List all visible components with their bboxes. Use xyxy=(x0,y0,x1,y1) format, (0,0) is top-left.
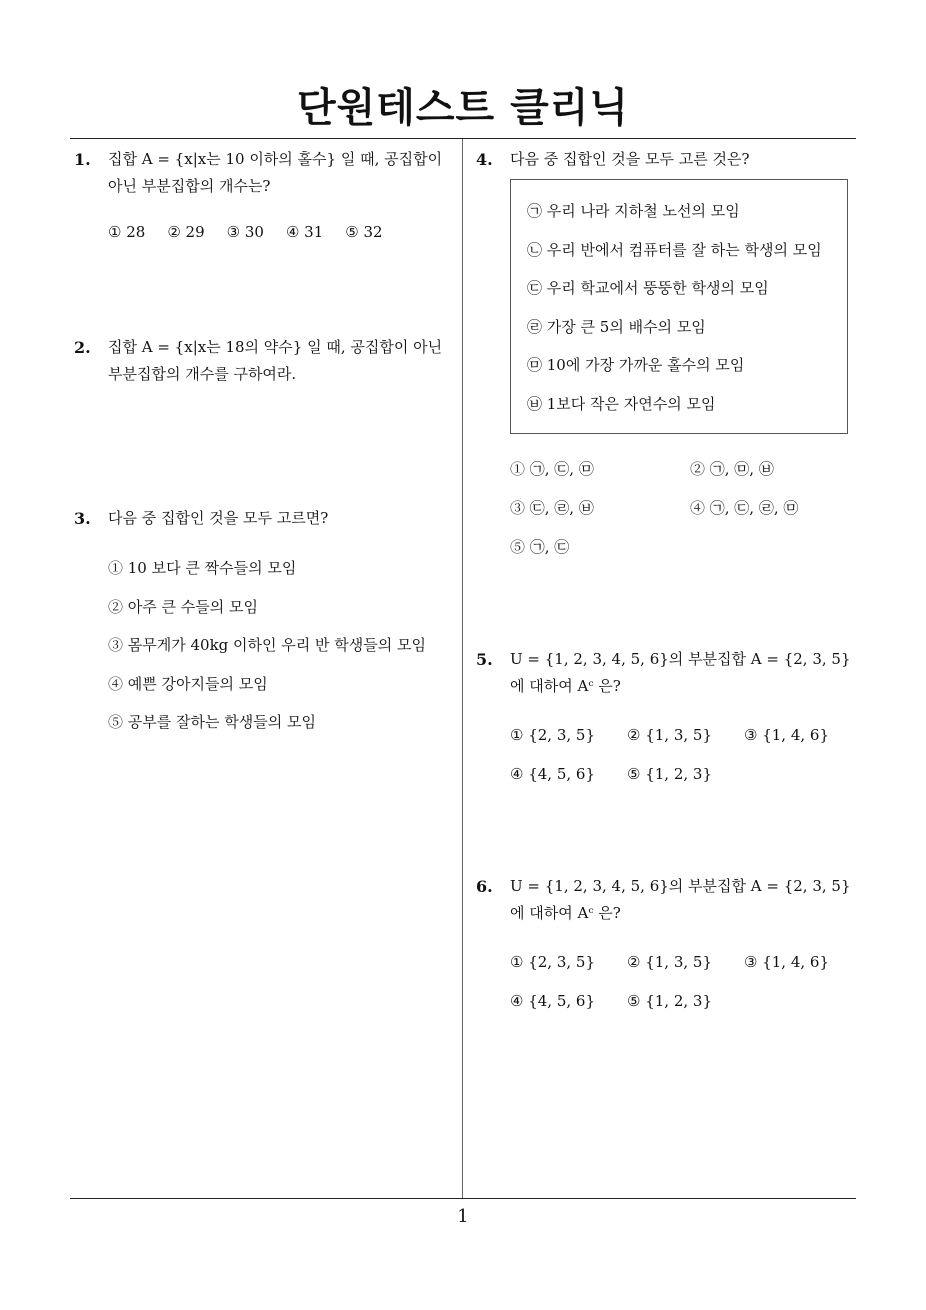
box-item: ㉥ 1보다 작은 자연수의 모임 xyxy=(527,394,716,413)
box-item: ㉠ 우리 나라 지하철 노선의 모임 xyxy=(527,202,740,220)
question-6 xyxy=(476,873,858,1015)
choice-2[interactable]: ② {1, 3, 5} xyxy=(627,726,713,744)
question-2 xyxy=(74,334,458,388)
column-divider xyxy=(462,139,463,1199)
answer-choices xyxy=(108,555,458,736)
choice-5[interactable]: ⑤ ㉠, ㉢ xyxy=(510,538,570,556)
bottom-rule xyxy=(70,1198,856,1199)
question-number: 3. xyxy=(74,509,91,528)
box-item: ㉡ 우리 반에서 컴퓨터를 잘 하는 학생의 모임 xyxy=(527,240,822,259)
question-text: 다음 중 집합인 것을 모두 고른 것은? xyxy=(510,150,750,168)
question-number: 2. xyxy=(74,338,91,357)
choice-2[interactable]: ② {1, 3, 5} xyxy=(627,953,713,971)
question-number: 6. xyxy=(476,877,493,896)
page-number: 1 xyxy=(457,1206,469,1227)
choice-5[interactable]: ⑤ 32 xyxy=(345,223,383,241)
choice-3[interactable]: ③ 30 xyxy=(226,223,264,241)
question-number: 5. xyxy=(476,650,493,669)
answer-choices xyxy=(510,949,858,1015)
choice-3[interactable]: ③ 몸무게가 40kg 이하인 우리 반 학생들의 모임 xyxy=(108,636,426,654)
choice-2[interactable]: ② 아주 큰 수들의 모임 xyxy=(108,597,258,616)
choice-4[interactable]: ④ ㉠, ㉢, ㉣, ㉤ xyxy=(690,499,799,517)
choice-1[interactable]: ① {2, 3, 5} xyxy=(510,726,596,744)
choice-5[interactable]: ⑤ {1, 2, 3} xyxy=(627,992,713,1010)
choice-4[interactable]: ④ 31 xyxy=(285,223,324,241)
choice-3[interactable]: ③ {1, 4, 6} xyxy=(744,953,830,971)
choice-3[interactable]: ③ ㉢, ㉣, ㉥ xyxy=(510,499,594,517)
box-item: ㉢ 우리 학교에서 뚱뚱한 학생의 모임 xyxy=(527,279,769,297)
question-number: 1. xyxy=(74,150,91,169)
choice-4[interactable]: ④ {4, 5, 6} xyxy=(510,765,596,783)
top-rule xyxy=(70,138,856,139)
page-title: 단원테스트 클리닉 xyxy=(296,85,630,131)
choice-4[interactable]: ④ {4, 5, 6} xyxy=(510,992,596,1010)
choice-1[interactable]: ① ㉠, ㉢, ㉤ xyxy=(510,460,594,478)
choice-2[interactable]: ② 29 xyxy=(167,223,205,241)
question-number: 4. xyxy=(476,150,493,169)
choice-4[interactable]: ④ 예쁜 강아지들의 모임 xyxy=(108,674,268,693)
question-5 xyxy=(476,646,858,788)
box-item: ㉤ 10에 가장 가까운 홀수의 모임 xyxy=(527,356,745,374)
box-item: ㉣ 가장 큰 5의 배수의 모임 xyxy=(527,317,706,336)
question-text: U = {1, 2, 3, 4, 5, 6}의 부분집합 A = {2, 3, 5}에 대하여 Aᶜ 은? xyxy=(510,877,851,922)
question-3 xyxy=(74,505,458,748)
question-text: 집합 A = {x|x는 10 이하의 홀수} 일 때, 공집합이 아닌 부분집합의 개수는? xyxy=(108,150,443,195)
answer-choices xyxy=(510,456,858,561)
choice-1[interactable]: ① 28 xyxy=(108,223,146,241)
choice-3[interactable]: ③ {1, 4, 6} xyxy=(744,726,830,744)
question-text: 집합 A = {x|x는 18의 약수} 일 때, 공집합이 아닌 부분집합의 개수를 구하여라. xyxy=(108,338,443,383)
choice-1[interactable]: ① 10 보다 큰 짝수들의 모임 xyxy=(108,559,297,577)
question-text: 다음 중 집합인 것을 모두 고르면? xyxy=(108,509,329,527)
condition-box xyxy=(510,179,848,434)
choice-5[interactable]: ⑤ {1, 2, 3} xyxy=(627,765,713,783)
choice-1[interactable]: ① {2, 3, 5} xyxy=(510,953,596,971)
answer-choices xyxy=(510,722,858,788)
choice-2[interactable]: ② ㉠, ㉤, ㉥ xyxy=(690,460,774,478)
question-text: U = {1, 2, 3, 4, 5, 6}의 부분집합 A = {2, 3, 5}에 대하여 Aᶜ 은? xyxy=(510,650,851,695)
choice-5[interactable]: ⑤ 공부를 잘하는 학생들의 모임 xyxy=(108,713,316,731)
question-1 xyxy=(74,146,458,246)
answer-choices xyxy=(108,219,458,246)
question-4 xyxy=(476,146,858,561)
